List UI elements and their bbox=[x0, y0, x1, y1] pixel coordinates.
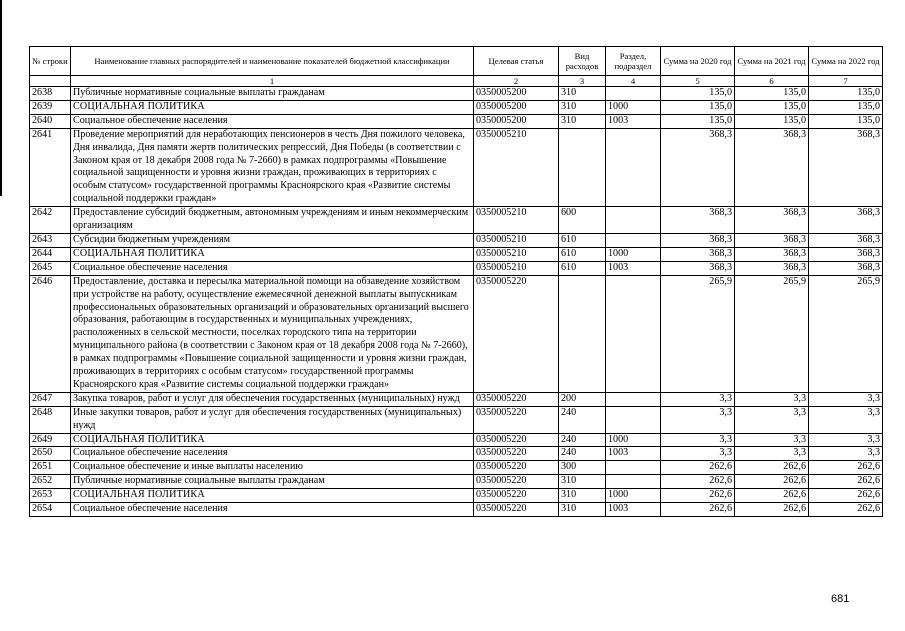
row-sum-2021: 262,6 bbox=[735, 503, 809, 517]
index-cell: 7 bbox=[809, 76, 883, 87]
row-sum-2021: 368,3 bbox=[735, 233, 809, 247]
row-sum-2021: 262,6 bbox=[735, 461, 809, 475]
row-expense-type bbox=[559, 275, 606, 392]
row-sum-2021: 265,9 bbox=[735, 275, 809, 392]
row-section bbox=[606, 233, 661, 247]
row-section: 1003 bbox=[606, 447, 661, 461]
row-name: Предоставление, доставка и пересылка материальной помощи на обзаведение хозяйством при устройстве на работу, осуществление ежемесячной денежной выплаты выпускникам профессиональных образовательных организаций и образовательных организаций высшего образования, работающим в государственных и муниципальных учреждениях, расположенных в сельской местности, поселках городского типа на территории муниципального района (в соответствии с Законом края от 18 декабря 2008 года № 7-2660), в рамках подпрограммы «Повышение социальной защищенности и уровня жизни граждан, проживающих в территориях с особым статусом» государственной программы Красноярского края «Развитие системы социальной поддержки граждан» bbox=[71, 275, 474, 392]
row-expense-type bbox=[559, 128, 606, 206]
row-expense-type: 610 bbox=[559, 247, 606, 261]
row-number: 2650 bbox=[30, 447, 71, 461]
table-row bbox=[30, 489, 883, 503]
row-expense-type: 240 bbox=[559, 447, 606, 461]
header-row bbox=[30, 47, 883, 76]
row-expense-type: 600 bbox=[559, 207, 606, 234]
row-sum-2020: 368,3 bbox=[661, 207, 735, 234]
row-sum-2022: 3,3 bbox=[809, 433, 883, 447]
row-sum-2022: 262,6 bbox=[809, 461, 883, 475]
row-expense-type: 310 bbox=[559, 503, 606, 517]
row-expense-type: 240 bbox=[559, 406, 606, 433]
row-target-article: 0350005220 bbox=[474, 475, 559, 489]
header-sum-2020: Сумма на 2020 год bbox=[661, 47, 735, 76]
table-row bbox=[30, 100, 883, 114]
row-sum-2022: 3,3 bbox=[809, 447, 883, 461]
row-name: СОЦИАЛЬНАЯ ПОЛИТИКА bbox=[71, 100, 474, 114]
table-row bbox=[30, 261, 883, 275]
row-sum-2021: 135,0 bbox=[735, 100, 809, 114]
row-expense-type: 200 bbox=[559, 392, 606, 406]
row-sum-2022: 3,3 bbox=[809, 392, 883, 406]
table-row bbox=[30, 247, 883, 261]
row-expense-type: 310 bbox=[559, 114, 606, 128]
table-row bbox=[30, 87, 883, 101]
header-sum-2021: Сумма на 2021 год bbox=[735, 47, 809, 76]
row-number: 2645 bbox=[30, 261, 71, 275]
index-cell: 3 bbox=[559, 76, 606, 87]
row-expense-type: 310 bbox=[559, 475, 606, 489]
row-section bbox=[606, 392, 661, 406]
column-index-row bbox=[30, 76, 883, 87]
row-name: Социальное обеспечение и иные выплаты населению bbox=[71, 461, 474, 475]
row-sum-2022: 265,9 bbox=[809, 275, 883, 392]
row-name: Социальное обеспечение населения bbox=[71, 447, 474, 461]
row-section bbox=[606, 475, 661, 489]
row-name: Субсидии бюджетным учреждениям bbox=[71, 233, 474, 247]
row-name: СОЦИАЛЬНАЯ ПОЛИТИКА bbox=[71, 247, 474, 261]
scan-edge-line bbox=[0, 0, 2, 196]
index-cell: 2 bbox=[474, 76, 559, 87]
row-number: 2649 bbox=[30, 433, 71, 447]
row-expense-type: 310 bbox=[559, 489, 606, 503]
row-sum-2022: 135,0 bbox=[809, 114, 883, 128]
row-sum-2021: 3,3 bbox=[735, 406, 809, 433]
row-number: 2641 bbox=[30, 128, 71, 206]
row-number: 2643 bbox=[30, 233, 71, 247]
row-sum-2020: 368,3 bbox=[661, 247, 735, 261]
row-target-article: 0350005220 bbox=[474, 406, 559, 433]
row-target-article: 0350005200 bbox=[474, 114, 559, 128]
table-row bbox=[30, 207, 883, 234]
row-section: 1000 bbox=[606, 433, 661, 447]
header-name: Наименование главных распорядителей и наименование показателей бюджетной классификации bbox=[71, 47, 474, 76]
row-sum-2022: 135,0 bbox=[809, 100, 883, 114]
row-section: 1003 bbox=[606, 503, 661, 517]
row-target-article: 0350005220 bbox=[474, 461, 559, 475]
row-number: 2644 bbox=[30, 247, 71, 261]
row-number: 2652 bbox=[30, 475, 71, 489]
row-sum-2021: 3,3 bbox=[735, 433, 809, 447]
row-section bbox=[606, 207, 661, 234]
row-sum-2022: 262,6 bbox=[809, 475, 883, 489]
row-target-article: 0350005210 bbox=[474, 207, 559, 234]
row-sum-2020: 3,3 bbox=[661, 406, 735, 433]
row-section bbox=[606, 87, 661, 101]
row-target-article: 0350005210 bbox=[474, 261, 559, 275]
table-row bbox=[30, 447, 883, 461]
header-sum-2022: Сумма на 2022 год bbox=[809, 47, 883, 76]
header-expense-type: Вид расходов bbox=[559, 47, 606, 76]
table-row bbox=[30, 475, 883, 489]
row-number: 2647 bbox=[30, 392, 71, 406]
row-number: 2638 bbox=[30, 87, 71, 101]
row-expense-type: 310 bbox=[559, 100, 606, 114]
table-row bbox=[30, 275, 883, 392]
row-sum-2022: 368,3 bbox=[809, 233, 883, 247]
table-row bbox=[30, 392, 883, 406]
row-target-article: 0350005220 bbox=[474, 392, 559, 406]
row-sum-2022: 368,3 bbox=[809, 128, 883, 206]
row-sum-2020: 135,0 bbox=[661, 114, 735, 128]
index-cell: 5 bbox=[661, 76, 735, 87]
row-section: 1000 bbox=[606, 247, 661, 261]
row-sum-2021: 3,3 bbox=[735, 392, 809, 406]
row-expense-type: 610 bbox=[559, 233, 606, 247]
row-sum-2021: 368,3 bbox=[735, 128, 809, 206]
row-sum-2021: 262,6 bbox=[735, 475, 809, 489]
row-name: Закупка товаров, работ и услуг для обеспечения государственных (муниципальных) нужд bbox=[71, 392, 474, 406]
table-row bbox=[30, 406, 883, 433]
row-number: 2654 bbox=[30, 503, 71, 517]
row-sum-2021: 368,3 bbox=[735, 261, 809, 275]
row-sum-2020: 368,3 bbox=[661, 233, 735, 247]
row-number: 2653 bbox=[30, 489, 71, 503]
row-section bbox=[606, 406, 661, 433]
row-number: 2651 bbox=[30, 461, 71, 475]
row-target-article: 0350005210 bbox=[474, 128, 559, 206]
row-name: СОЦИАЛЬНАЯ ПОЛИТИКА bbox=[71, 433, 474, 447]
row-sum-2020: 3,3 bbox=[661, 392, 735, 406]
row-name: Предоставление субсидий бюджетным, автономным учреждениям и иным некоммерческим организациям bbox=[71, 207, 474, 234]
row-sum-2020: 135,0 bbox=[661, 100, 735, 114]
table-row bbox=[30, 233, 883, 247]
row-expense-type: 610 bbox=[559, 261, 606, 275]
index-cell: 6 bbox=[735, 76, 809, 87]
index-cell: 1 bbox=[71, 76, 474, 87]
table-row bbox=[30, 128, 883, 206]
table-row bbox=[30, 114, 883, 128]
row-sum-2021: 368,3 bbox=[735, 247, 809, 261]
row-sum-2021: 3,3 bbox=[735, 447, 809, 461]
row-sum-2020: 262,6 bbox=[661, 489, 735, 503]
row-target-article: 0350005220 bbox=[474, 433, 559, 447]
table-row bbox=[30, 461, 883, 475]
row-sum-2021: 135,0 bbox=[735, 87, 809, 101]
row-sum-2022: 368,3 bbox=[809, 261, 883, 275]
row-target-article: 0350005210 bbox=[474, 247, 559, 261]
row-section: 1003 bbox=[606, 261, 661, 275]
row-target-article: 0350005220 bbox=[474, 275, 559, 392]
row-sum-2020: 3,3 bbox=[661, 447, 735, 461]
row-sum-2020: 3,3 bbox=[661, 433, 735, 447]
row-name: Социальное обеспечение населения bbox=[71, 261, 474, 275]
header-target-article: Целевая статья bbox=[474, 47, 559, 76]
row-number: 2639 bbox=[30, 100, 71, 114]
row-name: Проведение мероприятий для неработающих пенсионеров в честь Дня пожилого человека, Дня инвалида, Дня памяти жертв политических репрессий, Дня Победы (в соответствии с Законом края от 18 декабря 2008 года № 7-2660) в рамках подпрограммы «Повышение социальной защищенности и уровня жизни граждан, проживающих в территориях с особым статусом» государственной программы Красноярского края «Развитие системы социальной поддержки граждан» bbox=[71, 128, 474, 206]
row-section bbox=[606, 128, 661, 206]
row-name: Публичные нормативные социальные выплаты гражданам bbox=[71, 87, 474, 101]
row-name: Социальное обеспечение населения bbox=[71, 503, 474, 517]
row-name: СОЦИАЛЬНАЯ ПОЛИТИКА bbox=[71, 489, 474, 503]
row-sum-2020: 368,3 bbox=[661, 128, 735, 206]
index-cell: 4 bbox=[606, 76, 661, 87]
index-cell-empty bbox=[30, 76, 71, 87]
table-row bbox=[30, 503, 883, 517]
row-sum-2022: 262,6 bbox=[809, 503, 883, 517]
row-sum-2022: 368,3 bbox=[809, 247, 883, 261]
row-target-article: 0350005200 bbox=[474, 87, 559, 101]
budget-table bbox=[29, 46, 883, 517]
row-sum-2020: 135,0 bbox=[661, 87, 735, 101]
row-section bbox=[606, 461, 661, 475]
row-sum-2020: 262,6 bbox=[661, 475, 735, 489]
row-target-article: 0350005220 bbox=[474, 447, 559, 461]
row-section: 1003 bbox=[606, 114, 661, 128]
table-row bbox=[30, 433, 883, 447]
row-name: Публичные нормативные социальные выплаты гражданам bbox=[71, 475, 474, 489]
row-sum-2022: 135,0 bbox=[809, 87, 883, 101]
row-expense-type: 240 bbox=[559, 433, 606, 447]
row-sum-2020: 265,9 bbox=[661, 275, 735, 392]
row-sum-2022: 3,3 bbox=[809, 406, 883, 433]
row-section: 1000 bbox=[606, 100, 661, 114]
row-name: Иные закупки товаров, работ и услуг для обеспечения государственных (муниципальных) нужд bbox=[71, 406, 474, 433]
row-name: Социальное обеспечение населения bbox=[71, 114, 474, 128]
page-number: 681 bbox=[831, 593, 850, 605]
row-number: 2648 bbox=[30, 406, 71, 433]
row-sum-2021: 135,0 bbox=[735, 114, 809, 128]
row-target-article: 0350005220 bbox=[474, 489, 559, 503]
row-section: 1000 bbox=[606, 489, 661, 503]
row-expense-type: 310 bbox=[559, 87, 606, 101]
row-target-article: 0350005220 bbox=[474, 503, 559, 517]
row-sum-2021: 262,6 bbox=[735, 489, 809, 503]
header-section: Раздел, подраздел bbox=[606, 47, 661, 76]
row-expense-type: 300 bbox=[559, 461, 606, 475]
row-number: 2642 bbox=[30, 207, 71, 234]
header-row-number: № строки bbox=[30, 47, 71, 76]
row-sum-2022: 262,6 bbox=[809, 489, 883, 503]
row-sum-2020: 262,6 bbox=[661, 503, 735, 517]
row-section bbox=[606, 275, 661, 392]
row-sum-2021: 368,3 bbox=[735, 207, 809, 234]
row-number: 2646 bbox=[30, 275, 71, 392]
row-sum-2022: 368,3 bbox=[809, 207, 883, 234]
row-sum-2020: 262,6 bbox=[661, 461, 735, 475]
row-target-article: 0350005200 bbox=[474, 100, 559, 114]
row-sum-2020: 368,3 bbox=[661, 261, 735, 275]
row-number: 2640 bbox=[30, 114, 71, 128]
row-target-article: 0350005210 bbox=[474, 233, 559, 247]
